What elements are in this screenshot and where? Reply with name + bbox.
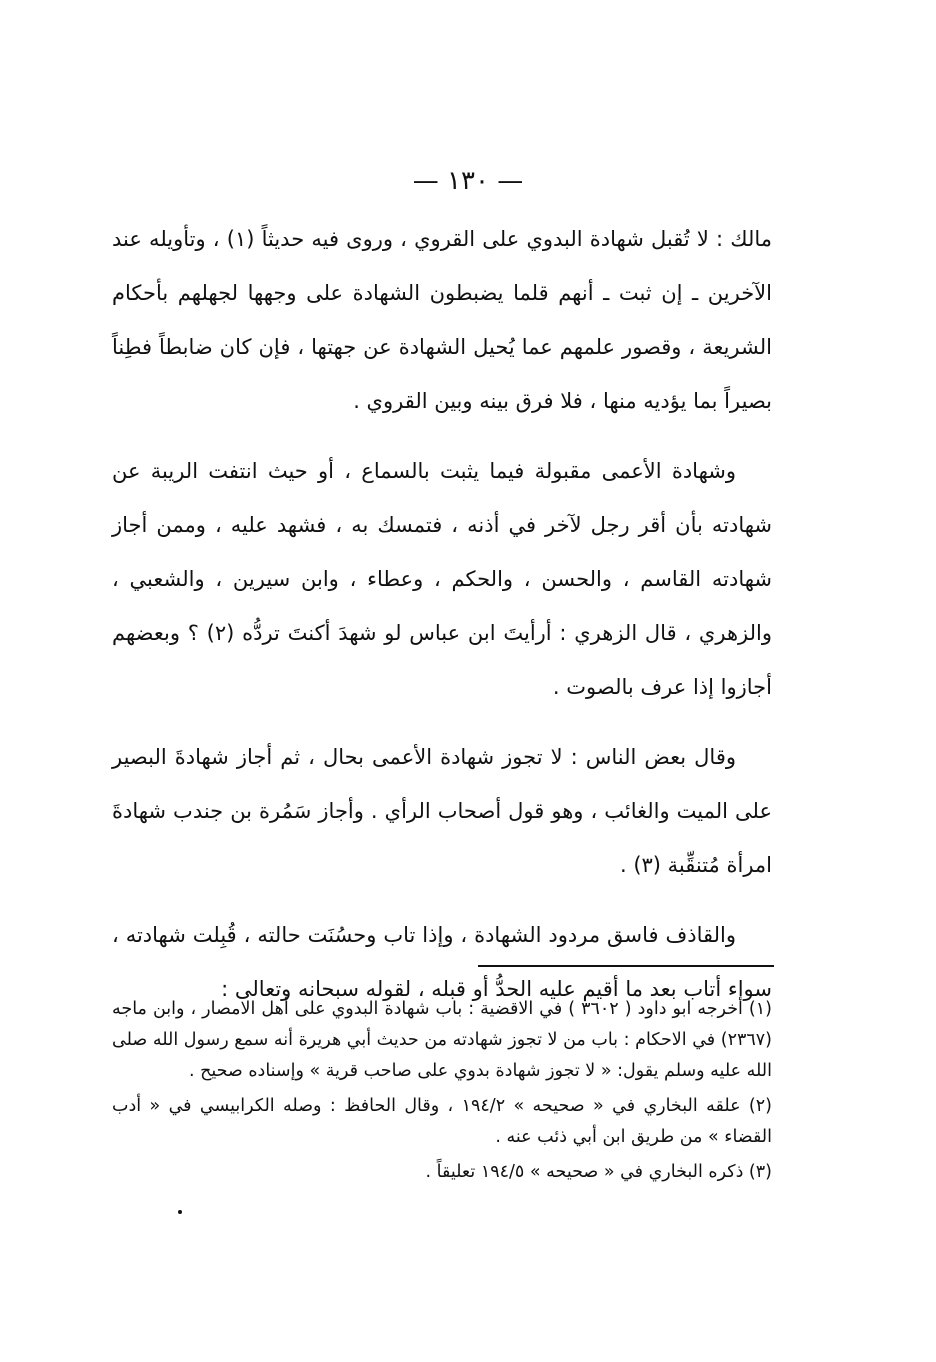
- paragraph-1: مالك : لا تُقبل شهادة البدوي على القروي ، وروى فيه حديثاً (١) ، وتأويله عند الآخرين ـ إن ثبت ـ أنهم قلما يضبطون الشهادة على وجهها لجهلهم بأحكام الشريعة ، وقصور علمهم عما يُحيل الشهادة عن جهتها ، فإن كان ضابطاً فطِناً بصيراً بما يؤديه منها ، فلا فرق بينه وبين القروي .: [112, 227, 772, 413]
- footnote-1: (١) أخرجه ابو داود ( ٣٦٠٢ ) في الاقضية : باب شهادة البدوي على أهل الامصار ، وابن ماجه (٢٣٦٧) في الاحكام : باب من لا تجوز شهادته من حديث أبي هريرة أنه سمع رسول الله صلى الله عليه وسلم يقول: « لا تجوز شهادة بدوي على صاحب قرية » وإسناده صحيح .: [112, 999, 772, 1081]
- paragraph-4: والقاذف فاسق مردود الشهادة ، وإذا تاب وحسُنَت حالته ، قُبِلت شهادته ، سواء أتاب بعد ما أقيم عليه الحدُّ أو قبله ، لقوله سبحانه وتعالى :: [112, 923, 772, 1001]
- ink-speck: [178, 1210, 182, 1214]
- footnote-divider: [478, 965, 774, 967]
- paragraph-3: وقال بعض الناس : لا تجوز شهادة الأعمى بحال ، ثم أجاز شهادةَ البصير على الميت والغائب ، وهو قول أصحاب الرأي . وأجاز سَمُرة بن جندب شهادةَ امرأة مُتنقِّبة (٣) .: [112, 745, 772, 877]
- footnote-3: (٣) ذكره البخاري في « صحيحه » ١٩٤/٥ تعليقاً .: [425, 1162, 772, 1182]
- main-text: [112, 212, 772, 1032]
- footnote-2: (٢) علقه البخاري في « صحيحه » ١٩٤/٢ ، وقال الحافظ : وصله الكرابيسي في « أدب القضاء » من طريق ابن أبي ذئب عنه .: [112, 1096, 772, 1147]
- page-number: — ١٣٠ —: [412, 166, 524, 196]
- paragraph-2: وشهادة الأعمى مقبولة فيما يثبت بالسماع ، أو حيث انتفت الريبة عن شهادته بأن أقر رجل لآخر في أذنه ، فتمسك به ، فشهد عليه ، وممن أجاز شهادته القاسم ، والحسن ، والحكم ، وعطاء ، وابن سيرين ، والشعبي ، والزهري ، قال الزهري : أرأيتَ ابن عباس لو شهدَ أكنتَ تردُّه (٢) ؟ وبعضهم أجازوا إذا عرف بالصوت .: [112, 459, 772, 699]
- footnotes: [112, 994, 772, 1192]
